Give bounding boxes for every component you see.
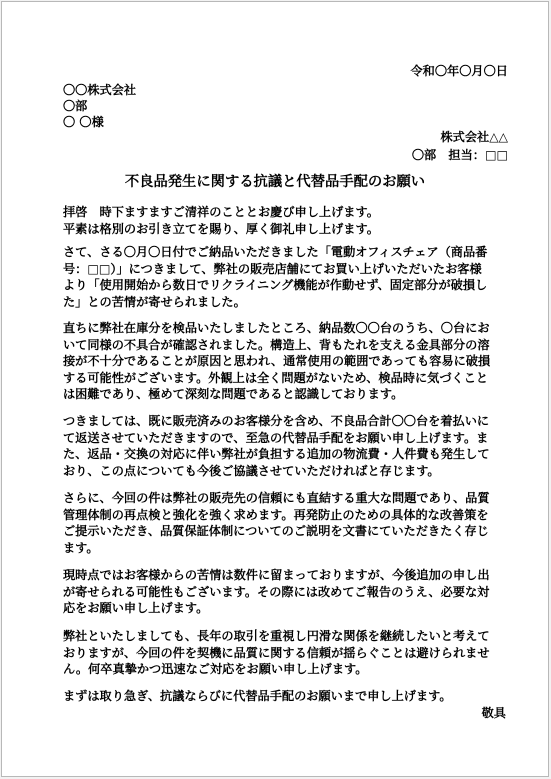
paragraph-line: が寄せられる可能性もございます。その際には改めてご報告のうえ、必要な対 [63,584,490,599]
body-paragraph-complaint [63,244,511,310]
paragraph-line: 弊社といたしましても、長年の取引を重視し円滑な関係を継続したいと考えて [63,629,490,643]
paragraph-line: 応をお願い申し上げます。 [63,601,209,616]
date: 令和〇年〇月〇日 [410,64,508,78]
recipient-department: 〇部 [63,99,88,113]
paragraph-line: 拝啓 時下ますますご清祥のこととお慶び申し上げます。 [63,205,379,219]
body-paragraph-inspection [63,320,511,403]
paragraph-line: た、返品・交換の対応に伴い弊社が負担する追加の物流費・人件費も発生して [63,447,490,462]
paragraph-line: 管理体制の再点検と強化を強く求めます。再発防止のための具体的な改善策を [63,507,489,522]
recipient-name: 〇 〇様 [63,115,104,129]
sender-company: 株式会社△△ [440,130,508,144]
paragraph-line: おりますが、今回の件を契機に品質に関する信頼が揺らぐことは避けられませ [63,645,490,660]
paragraph-line: つきましては、既に販売済みのお客様分を含め、不良品合計〇〇台を着払いに [63,414,490,428]
paragraph-line: 直ちに弊社在庫分を検品いたしましたところ、納品数〇〇台のうち、〇台にお [63,321,490,335]
letter-title: 不良品発生に関する抗議と代替品手配のお願い [124,174,426,190]
paragraph-line: 平素は格別のお引き立てを賜り、厚く御礼申し上げます。 [63,221,379,236]
paragraph-line: て返送させていただきますので、至急の代替品手配をお願い申し上げます。ま [63,430,489,445]
paragraph-line: 号：□□）」につきまして、弊社の販売店舗にてお買い上げいただいたお客様 [63,261,482,276]
closing-paragraph [63,688,511,705]
body-paragraph-current-status [63,567,511,617]
paragraph-line: ます。 [63,540,99,555]
paragraph-line: いて同様の不具合が確認されました。構造上、背もたれを支える金具部分の溶 [63,337,490,352]
paragraph-line: 現時点ではお客様からの苦情は数件に留まっておりますが、今後追加の申し出 [63,568,490,582]
recipient-company: 〇〇株式会社 [63,83,137,97]
document-page [1,1,549,777]
paragraph-line: ご提示いただき、品質保証体制についてのご説明を文書にていただきたく存じ [63,524,489,539]
paragraph-line: より「使用開始から数日でリクライニング機能が作動せず、固定部分が破損し [63,278,488,293]
paragraph-line: は困難であり、極めて深刻な問題であると認識しております。 [63,387,404,402]
paragraph-line: おり、この点についても今後ご協議させていただければと存じます。 [63,463,440,478]
closing-phrase: 敬具 [481,706,506,720]
paragraph-line: ん。何卒真摯かつ迅速なご対応をお願い申し上げます。 [63,662,368,677]
sender-department-contact: 〇部 担当：□□ [411,148,508,162]
body-paragraph-relationship [63,628,511,678]
paragraph-line: さらに、今回の件は弊社の販売先の信頼にも直結する重大な問題であり、品質 [63,491,490,505]
paragraph-line: まずは取り急ぎ、抗議ならびに代替品手配のお願いまで申し上げます。 [63,689,452,703]
paragraph-line: た」との苦情が寄せられました。 [63,294,246,309]
paragraph-line: 接が不十分であることが原因と思われ、通常使用の範囲であっても容易に破損 [63,354,491,369]
paragraph-line: さて、さる〇月〇日付でご納品いただきました「電動オフィスチェア（商品番 [63,245,488,259]
body-paragraph-quality-control [63,490,511,556]
paragraph-line: する可能性がございます。外観上は全く問題がないため、検品時に気づくこと [63,370,489,385]
body-paragraph-return-request [63,413,511,479]
greeting-paragraph [63,204,511,237]
